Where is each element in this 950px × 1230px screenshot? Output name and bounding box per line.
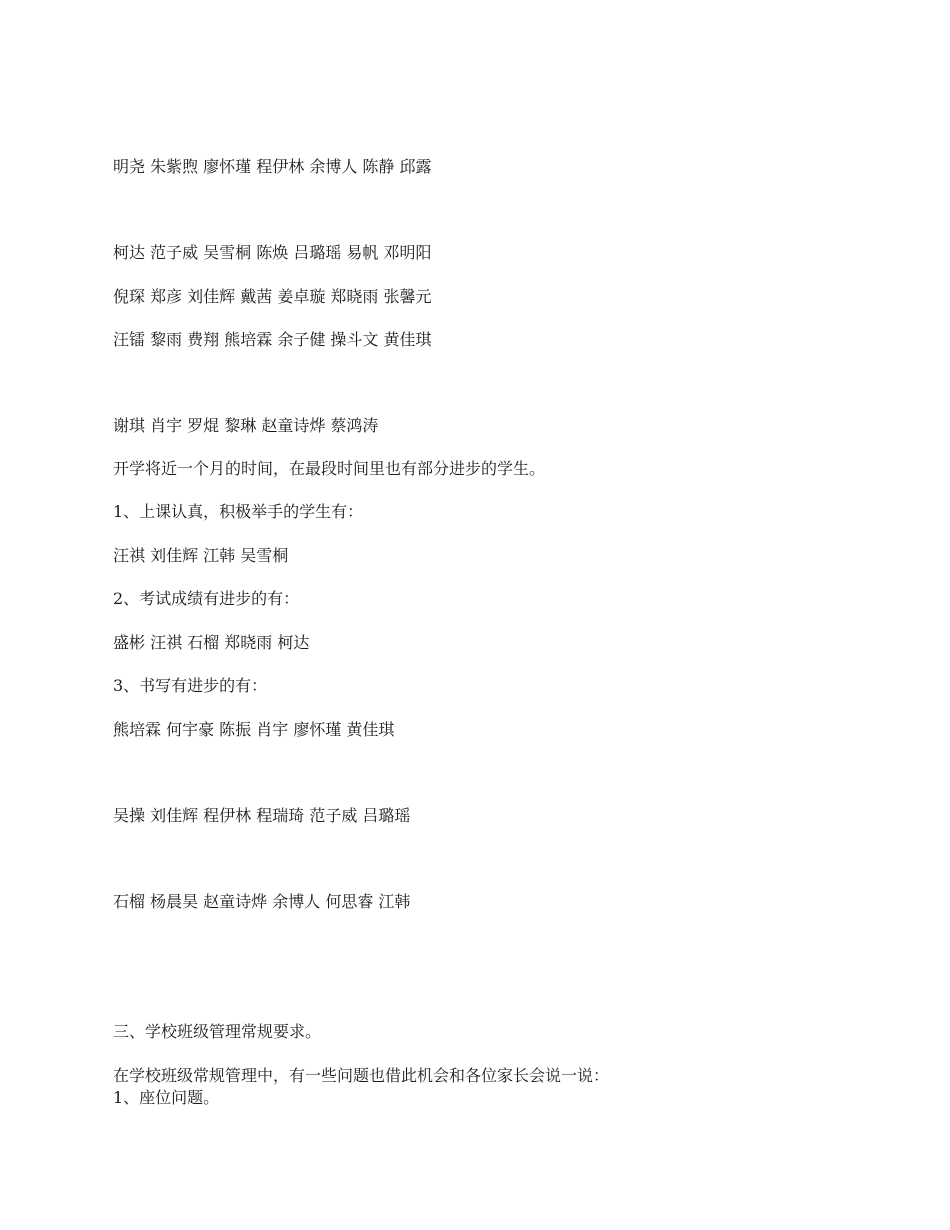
student-names-line-3: 倪琛 郑彦 刘佳辉 戴茜 姜卓璇 郑晓雨 张馨元 [113, 287, 432, 306]
student-names-line-1: 明尧 朱紫煦 廖怀瑾 程伊林 余博人 陈静 邱露 [113, 157, 432, 176]
item-2-names: 盛彬 汪祺 石榴 郑晓雨 柯达 [113, 633, 310, 652]
item-3-names-line-2: 吴操 刘佳辉 程伊林 程瑞琦 范子威 吕璐瑶 [113, 806, 411, 825]
item-3-names-line-1: 熊培霖 何宇豪 陈振 肖宇 廖怀瑾 黄佳琪 [113, 720, 395, 739]
progress-intro-paragraph: 开学将近一个月的时间，在最段时间里也有部分进步的学生。 [113, 459, 546, 478]
seating-item-heading: 1、座位问题。 [113, 1088, 220, 1107]
student-names-line-2: 柯达 范子威 吴雪桐 陈焕 吕璐瑶 易帆 邓明阳 [113, 243, 432, 262]
student-names-line-5: 谢琪 肖宇 罗焜 黎琳 赵童诗烨 蔡鸿涛 [113, 416, 379, 435]
item-2-heading: 2、考试成绩有进步的有： [113, 589, 300, 608]
item-1-heading: 1、上课认真，积极举手的学生有： [113, 502, 364, 521]
section-3-heading: 三、学校班级管理常规要求。 [113, 1022, 322, 1041]
item-3-heading: 3、书写有进步的有： [113, 676, 268, 695]
item-3-names-line-3: 石榴 杨晨昊 赵童诗烨 余博人 何思睿 江韩 [113, 892, 411, 911]
item-1-names: 汪祺 刘佳辉 江韩 吴雪桐 [113, 546, 289, 565]
student-names-line-4: 汪镭 黎雨 费翔 熊培霖 余子健 操斗文 黄佳琪 [113, 330, 432, 349]
section-3-intro: 在学校班级常规管理中，有一些问题也借此机会和各位家长会说一说： [113, 1066, 610, 1085]
